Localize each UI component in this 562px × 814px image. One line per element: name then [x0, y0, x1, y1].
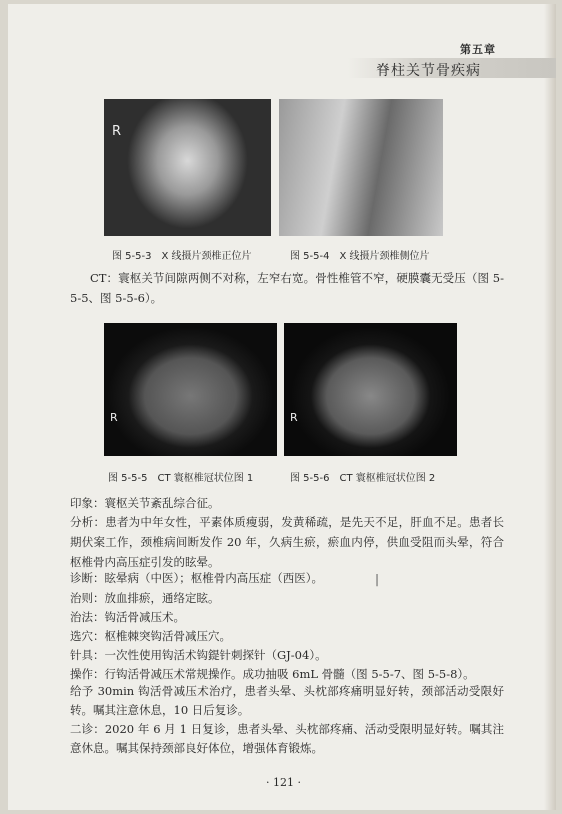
impression-line: 印象：寰枢关节紊乱综合征。 [70, 496, 220, 510]
pen-mark: | [375, 572, 380, 586]
needle-line: 针具：一次性使用钩活术钩鍉针刺探针（GJ-04）。 [70, 648, 327, 662]
followup-paragraph: 二诊：2020 年 6 月 1 日复诊，患者头晕、头枕部疼痛、活动受限明显好转。嘱其注意休息。嘱其保持颈部良好体位，增强体育锻炼。 [70, 722, 504, 755]
figure-caption-4: 图 5-5-6 CT 寰枢椎冠状位图 2 [290, 473, 436, 484]
scan-shadow [544, 4, 556, 810]
xray-lateral-image [279, 99, 443, 236]
image-side-marker: R [112, 124, 122, 139]
xray-frontal-image [104, 99, 271, 236]
book-page [8, 4, 556, 810]
ct-image-2 [284, 323, 457, 456]
section-title: 脊柱关节骨疾病 [376, 63, 481, 79]
figure-caption-1: 图 5-5-3 X 线摄片颈椎正位片 [112, 251, 252, 262]
result-paragraph: 给予 30min 钩活骨减压术治疗，患者头晕、头枕部疼痛明显好转，颈部活动受限好转。嘱其注意休息，10 日后复诊。 [70, 684, 504, 717]
image-side-marker: R [290, 411, 298, 424]
figure-caption-3: 图 5-5-5 CT 寰枢椎冠状位图 1 [108, 473, 254, 484]
ct-paragraph: CT：寰枢关节间隙两侧不对称，左窄右宽。骨性椎管不窄，硬膜囊无受压（图 5-5-5、图 5-5-6）。 [70, 271, 504, 305]
chapter-label: 第五章 [460, 43, 496, 56]
ct-image-1 [104, 323, 277, 456]
image-side-marker: R [110, 411, 118, 424]
figure-caption-2: 图 5-5-4 X 线摄片颈椎侧位片 [290, 251, 430, 262]
analysis-paragraph: 分析：患者为中年女性，平素体质瘦弱，发黄稀疏，是先天不足，肝血不足。患者长期伏案工作，颈椎病间断发作 20 年，久病生瘀，瘀血内停，供血受阻而头晕，符合枢椎骨内高压症引发的眩晕。 [70, 515, 504, 569]
principle-line: 治则：放血排瘀，通络定眩。 [70, 591, 220, 605]
acupoint-line: 选穴：枢椎棘突钩活骨减压穴。 [70, 629, 231, 643]
diagnosis-line: 诊断：眩晕病（中医）；枢椎骨内高压症（西医）。 [70, 571, 323, 585]
page-number: · 121 · [266, 776, 301, 789]
operation-line: 操作：行钩活骨减压术常规操作。成功抽吸 6mL 骨髓（图 5-5-7、图 5-5-8）。 [70, 667, 475, 681]
method-line: 治法：钩活骨减压术。 [70, 610, 185, 624]
